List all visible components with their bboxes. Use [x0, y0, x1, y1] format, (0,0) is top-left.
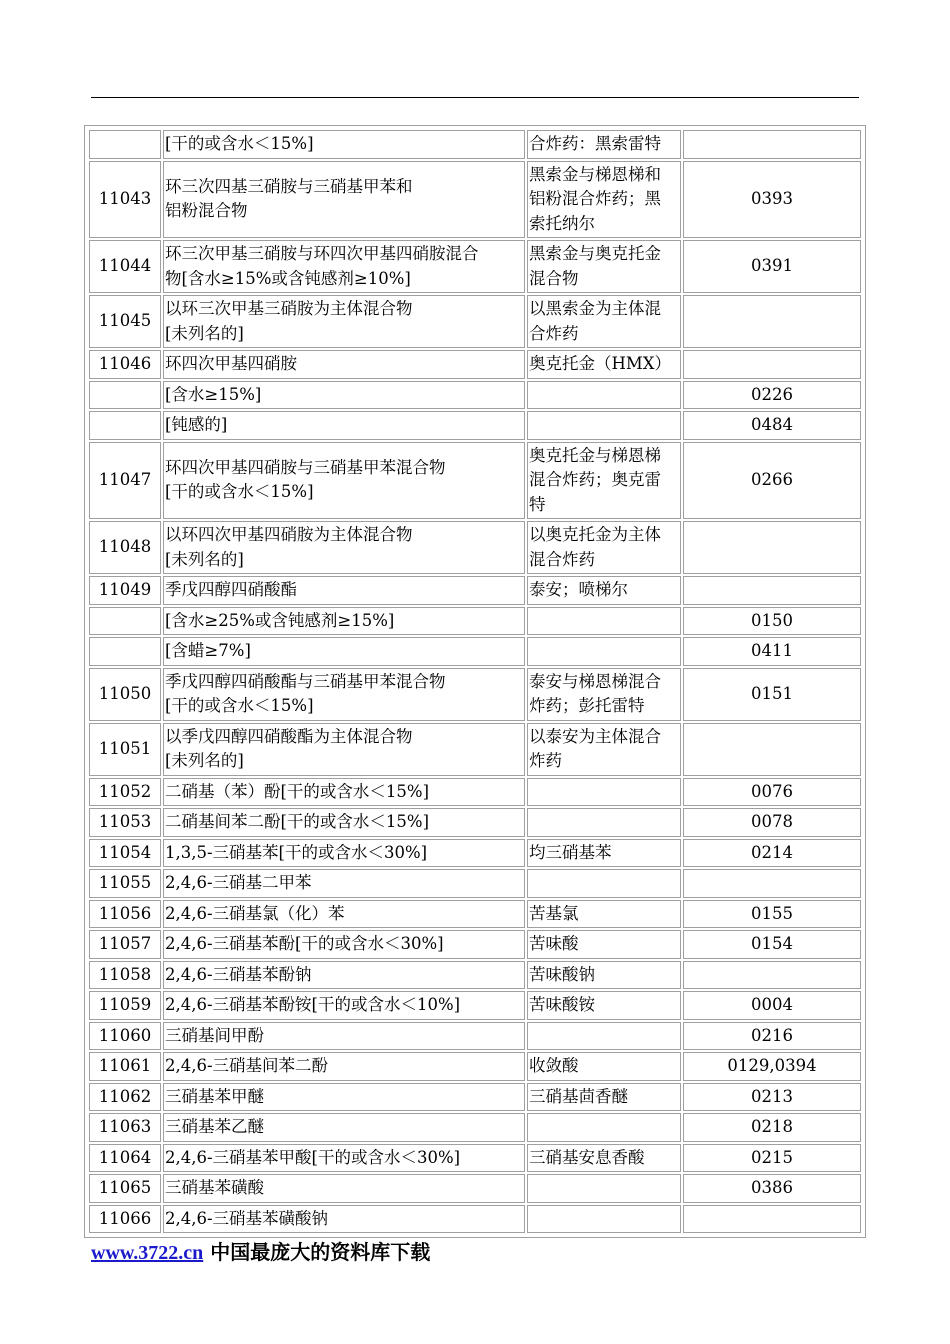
- cell-un-number: 0226: [683, 381, 861, 410]
- table-row: [89, 1052, 861, 1081]
- cell-name-line: 2,4,6-三硝基苯酚[干的或含水＜30%]: [165, 934, 444, 953]
- cell-alias: [527, 637, 681, 666]
- cell-un-number: [683, 295, 861, 348]
- cell-code: 11052: [89, 778, 161, 807]
- cell-alias: [527, 161, 681, 239]
- cell-name-line: 三硝基苯磺酸: [165, 1178, 264, 1197]
- cell-code: 11054: [89, 839, 161, 868]
- cell-alias-line: [529, 609, 679, 634]
- table-row: [89, 442, 861, 520]
- cell-name-line: 以环四次甲基四硝胺为主体混合物: [165, 525, 413, 544]
- cell-alias-line: 黑索金与梯恩梯和: [529, 164, 661, 184]
- cell-name-line: [未列名的]: [165, 323, 244, 343]
- cell-name: [163, 723, 525, 776]
- cell-un-number: 0129,0394: [683, 1052, 861, 1081]
- footer-link[interactable]: www.3722.cn: [91, 1242, 204, 1264]
- cell-code: 11050: [89, 668, 161, 721]
- cell-code: 11046: [89, 350, 161, 379]
- cell-code: [89, 637, 161, 666]
- cell-alias-line: 三硝基安息香酸: [529, 1147, 645, 1167]
- cell-alias-line: 均三硝基苯: [529, 842, 612, 862]
- cell-alias: [527, 1022, 681, 1051]
- cell-name-line: 季戊四醇四硝酸酯与三硝基甲苯混合物: [165, 671, 446, 691]
- cell-un-number: 0155: [683, 900, 861, 929]
- table-row: [89, 350, 861, 379]
- cell-code: [89, 130, 161, 159]
- table-row: [89, 1113, 861, 1142]
- cell-un-number: 0216: [683, 1022, 861, 1051]
- cell-code: 11043: [89, 161, 161, 239]
- table-row: [89, 930, 861, 959]
- cell-code: 11056: [89, 900, 161, 929]
- cell-alias-line: 合炸药：黑索雷特: [529, 134, 661, 153]
- cell-code: 11048: [89, 521, 161, 574]
- cell-name: [163, 839, 525, 868]
- cell-alias-line: 混合炸药: [529, 549, 595, 569]
- cell-alias: [527, 576, 681, 605]
- cell-alias-line: 以奥克托金为主体: [529, 525, 661, 544]
- cell-alias: [527, 930, 681, 959]
- cell-code: 11060: [89, 1022, 161, 1051]
- table-row: [89, 961, 861, 990]
- cell-alias-line: 炸药；彭托雷特: [529, 696, 645, 715]
- cell-alias-line: [529, 383, 679, 408]
- cell-alias-line: 奥克托金与梯恩梯: [529, 445, 661, 465]
- cell-alias-line: 奥克托金（HMX）: [529, 354, 672, 373]
- cell-alias-line: 泰安与梯恩梯混合: [529, 671, 661, 691]
- cell-alias-line: 索托纳尔: [529, 213, 595, 233]
- cell-name-line: 二硝基间苯二酚[干的或含水＜15%]: [165, 812, 430, 831]
- cell-name: [163, 930, 525, 959]
- cell-name-line: 2,4,6-三硝基苯酚铵[干的或含水＜10%]: [165, 995, 461, 1014]
- table-row: [89, 808, 861, 837]
- cell-name-line: 三硝基苯乙醚: [165, 1117, 264, 1136]
- cell-name-line: 以季戊四醇四硝酸酯为主体混合物: [165, 726, 413, 746]
- table-row: [89, 869, 861, 898]
- cell-name: [163, 381, 525, 410]
- table-row: [89, 295, 861, 348]
- table-row: [89, 381, 861, 410]
- cell-alias: [527, 723, 681, 776]
- cell-name: [163, 576, 525, 605]
- cell-un-number: 0214: [683, 839, 861, 868]
- cell-alias-line: 混合炸药；奥克雷: [529, 470, 661, 489]
- cell-code: 11062: [89, 1083, 161, 1112]
- cell-name-line: 2,4,6-三硝基二甲苯: [165, 873, 312, 892]
- cell-alias: [527, 900, 681, 929]
- table-row: [89, 839, 861, 868]
- cell-alias-line: [529, 413, 679, 438]
- cell-name-line: 2,4,6-三硝基间苯二酚: [165, 1056, 329, 1075]
- cell-alias-line: [529, 1024, 679, 1049]
- table-row: [89, 576, 861, 605]
- cell-alias: [527, 1113, 681, 1142]
- cell-alias: [527, 808, 681, 837]
- cell-name: [163, 130, 525, 159]
- cell-alias-line: 泰安；喷梯尔: [529, 580, 628, 599]
- cell-alias-line: 合炸药: [529, 323, 579, 343]
- cell-name-line: 二硝基（苯）酚[干的或含水＜15%]: [165, 781, 430, 801]
- chemical-table: [84, 125, 866, 1238]
- cell-alias: [527, 869, 681, 898]
- cell-un-number: [683, 869, 861, 898]
- header-rule: [91, 97, 859, 98]
- cell-un-number: 0004: [683, 991, 861, 1020]
- cell-name-line: 铝粉混合物: [165, 201, 248, 221]
- cell-name: [163, 240, 525, 293]
- cell-code: 11044: [89, 240, 161, 293]
- cell-name-line: [含水≥25%或含钝感剂≥15%]: [165, 610, 395, 630]
- cell-code: 11057: [89, 930, 161, 959]
- cell-name-line: 以环三次甲基三硝胺为主体混合物: [165, 299, 413, 318]
- cell-name: [163, 1113, 525, 1142]
- cell-name: [163, 350, 525, 379]
- cell-name-line: 环四次甲基四硝胺与三硝基甲苯混合物: [165, 457, 446, 477]
- cell-name: [163, 991, 525, 1020]
- cell-alias: [527, 442, 681, 520]
- cell-alias: [527, 607, 681, 636]
- cell-code: 11059: [89, 991, 161, 1020]
- cell-name: [163, 1083, 525, 1112]
- table-row: [89, 130, 861, 159]
- cell-alias: [527, 521, 681, 574]
- table-row: [89, 668, 861, 721]
- cell-code: 11065: [89, 1174, 161, 1203]
- cell-code: 11055: [89, 869, 161, 898]
- cell-un-number: 0411: [683, 637, 861, 666]
- cell-un-number: 0484: [683, 411, 861, 440]
- cell-alias-line: 以泰安为主体混合: [529, 726, 661, 746]
- cell-alias: [527, 961, 681, 990]
- cell-alias-line: 以黑索金为主体混: [529, 299, 661, 318]
- cell-alias: [527, 1052, 681, 1081]
- footer: [91, 1236, 430, 1265]
- cell-name-line: [干的或含水＜15%]: [165, 134, 314, 153]
- cell-name: [163, 900, 525, 929]
- table-row: [89, 161, 861, 239]
- cell-name: [163, 521, 525, 574]
- cell-name: [163, 1022, 525, 1051]
- cell-alias-line: [529, 1176, 679, 1201]
- cell-name-line: 环四次甲基四硝胺: [165, 354, 297, 373]
- cell-un-number: 0154: [683, 930, 861, 959]
- cell-un-number: 0386: [683, 1174, 861, 1203]
- cell-name-line: 物[含水≥15%或含钝感剂≥10%]: [165, 268, 411, 288]
- cell-name: [163, 295, 525, 348]
- cell-alias: [527, 668, 681, 721]
- cell-code: 11063: [89, 1113, 161, 1142]
- cell-alias-line: 三硝基茴香醚: [529, 1086, 628, 1106]
- cell-code: 11066: [89, 1205, 161, 1234]
- cell-name-line: 三硝基间甲酚: [165, 1025, 264, 1045]
- cell-name-line: 2,4,6-三硝基氯（化）苯: [165, 903, 345, 923]
- cell-alias-line: 苦味酸钠: [529, 964, 595, 984]
- cell-code: [89, 607, 161, 636]
- cell-alias-line: [529, 1115, 679, 1140]
- cell-un-number: [683, 961, 861, 990]
- cell-alias: [527, 130, 681, 159]
- cell-name-line: [未列名的]: [165, 549, 244, 569]
- cell-un-number: 0078: [683, 808, 861, 837]
- cell-un-number: 0150: [683, 607, 861, 636]
- cell-name: [163, 607, 525, 636]
- cell-name-line: [含蜡≥7%]: [165, 641, 251, 660]
- cell-alias-line: [529, 1207, 679, 1232]
- table-row: [89, 607, 861, 636]
- cell-name: [163, 961, 525, 990]
- cell-un-number: [683, 723, 861, 776]
- cell-name-line: [钝感的]: [165, 415, 228, 434]
- table-row: [89, 1083, 861, 1112]
- cell-un-number: [683, 521, 861, 574]
- cell-un-number: 0215: [683, 1144, 861, 1173]
- cell-un-number: 0151: [683, 668, 861, 721]
- cell-name-line: 2,4,6-三硝基苯磺酸钠: [165, 1208, 329, 1228]
- cell-alias-line: [529, 639, 679, 664]
- cell-code: 11064: [89, 1144, 161, 1173]
- cell-un-number: [683, 350, 861, 379]
- table-row: [89, 900, 861, 929]
- cell-name: [163, 1052, 525, 1081]
- cell-alias: [527, 295, 681, 348]
- cell-alias-line: 黑索金与奥克托金: [529, 244, 661, 263]
- cell-name: [163, 1205, 525, 1234]
- table-body: [89, 130, 861, 1233]
- table-row: [89, 240, 861, 293]
- cell-un-number: 0393: [683, 161, 861, 239]
- cell-un-number: [683, 1205, 861, 1234]
- cell-alias: [527, 411, 681, 440]
- cell-alias: [527, 240, 681, 293]
- cell-alias: [527, 381, 681, 410]
- cell-name: [163, 442, 525, 520]
- cell-un-number: [683, 130, 861, 159]
- table-row: [89, 991, 861, 1020]
- table-row: [89, 521, 861, 574]
- cell-un-number: [683, 576, 861, 605]
- cell-alias-line: [529, 871, 679, 896]
- cell-name-line: 环三次四基三硝胺与三硝基甲苯和: [165, 176, 413, 196]
- cell-name-line: 季戊四醇四硝酸酯: [165, 580, 297, 599]
- table-row: [89, 1022, 861, 1051]
- cell-name: [163, 668, 525, 721]
- cell-name: [163, 1144, 525, 1173]
- cell-name-line: 三硝基苯甲醚: [165, 1086, 264, 1106]
- cell-name-line: 2,4,6-三硝基苯甲酸[干的或含水＜30%]: [165, 1147, 461, 1167]
- cell-alias-line: 混合物: [529, 268, 579, 288]
- table-row: [89, 1144, 861, 1173]
- cell-alias-line: 特: [529, 494, 546, 514]
- cell-name: [163, 637, 525, 666]
- cell-alias-line: 炸药: [529, 751, 562, 770]
- cell-alias: [527, 350, 681, 379]
- cell-name-line: 2,4,6-三硝基苯酚钠: [165, 964, 312, 984]
- cell-alias-line: 苦味酸铵: [529, 995, 595, 1014]
- cell-name: [163, 411, 525, 440]
- cell-alias: [527, 991, 681, 1020]
- cell-alias-line: 苦基氯: [529, 903, 579, 923]
- cell-alias-line: [529, 780, 679, 805]
- cell-code: 11045: [89, 295, 161, 348]
- cell-name: [163, 161, 525, 239]
- cell-name-line: 1,3,5-三硝基苯[干的或含水＜30%]: [165, 842, 428, 862]
- cell-code: 11061: [89, 1052, 161, 1081]
- cell-code: 11047: [89, 442, 161, 520]
- table-row: [89, 1174, 861, 1203]
- table-row: [89, 723, 861, 776]
- cell-alias: [527, 1174, 681, 1203]
- cell-un-number: 0391: [683, 240, 861, 293]
- cell-alias-line: 苦味酸: [529, 934, 579, 953]
- cell-code: 11049: [89, 576, 161, 605]
- cell-name-line: [含水≥15%]: [165, 384, 262, 404]
- cell-name: [163, 808, 525, 837]
- cell-code: 11058: [89, 961, 161, 990]
- cell-name: [163, 778, 525, 807]
- cell-alias-line: 铝粉混合炸药；黑: [529, 189, 661, 208]
- cell-un-number: 0218: [683, 1113, 861, 1142]
- footer-text: 中国最庞大的资料库下载: [203, 1240, 431, 1264]
- cell-name-line: [干的或含水＜15%]: [165, 482, 314, 502]
- table-row: [89, 1205, 861, 1234]
- cell-code: [89, 411, 161, 440]
- cell-name: [163, 869, 525, 898]
- cell-code: [89, 381, 161, 410]
- table-row: [89, 411, 861, 440]
- cell-alias: [527, 839, 681, 868]
- cell-alias: [527, 1144, 681, 1173]
- table-row: [89, 778, 861, 807]
- cell-name-line: 环三次甲基三硝胺与环四次甲基四硝胺混合: [165, 244, 479, 263]
- cell-alias: [527, 1205, 681, 1234]
- cell-alias-line: 收敛酸: [529, 1056, 579, 1075]
- cell-code: 11051: [89, 723, 161, 776]
- cell-name: [163, 1174, 525, 1203]
- cell-alias: [527, 1083, 681, 1112]
- cell-code: 11053: [89, 808, 161, 837]
- cell-name-line: [干的或含水＜15%]: [165, 696, 314, 715]
- cell-un-number: 0213: [683, 1083, 861, 1112]
- cell-un-number: 0076: [683, 778, 861, 807]
- table-row: [89, 637, 861, 666]
- cell-alias-line: [529, 810, 679, 835]
- cell-un-number: 0266: [683, 442, 861, 520]
- cell-name-line: [未列名的]: [165, 751, 244, 770]
- cell-alias: [527, 778, 681, 807]
